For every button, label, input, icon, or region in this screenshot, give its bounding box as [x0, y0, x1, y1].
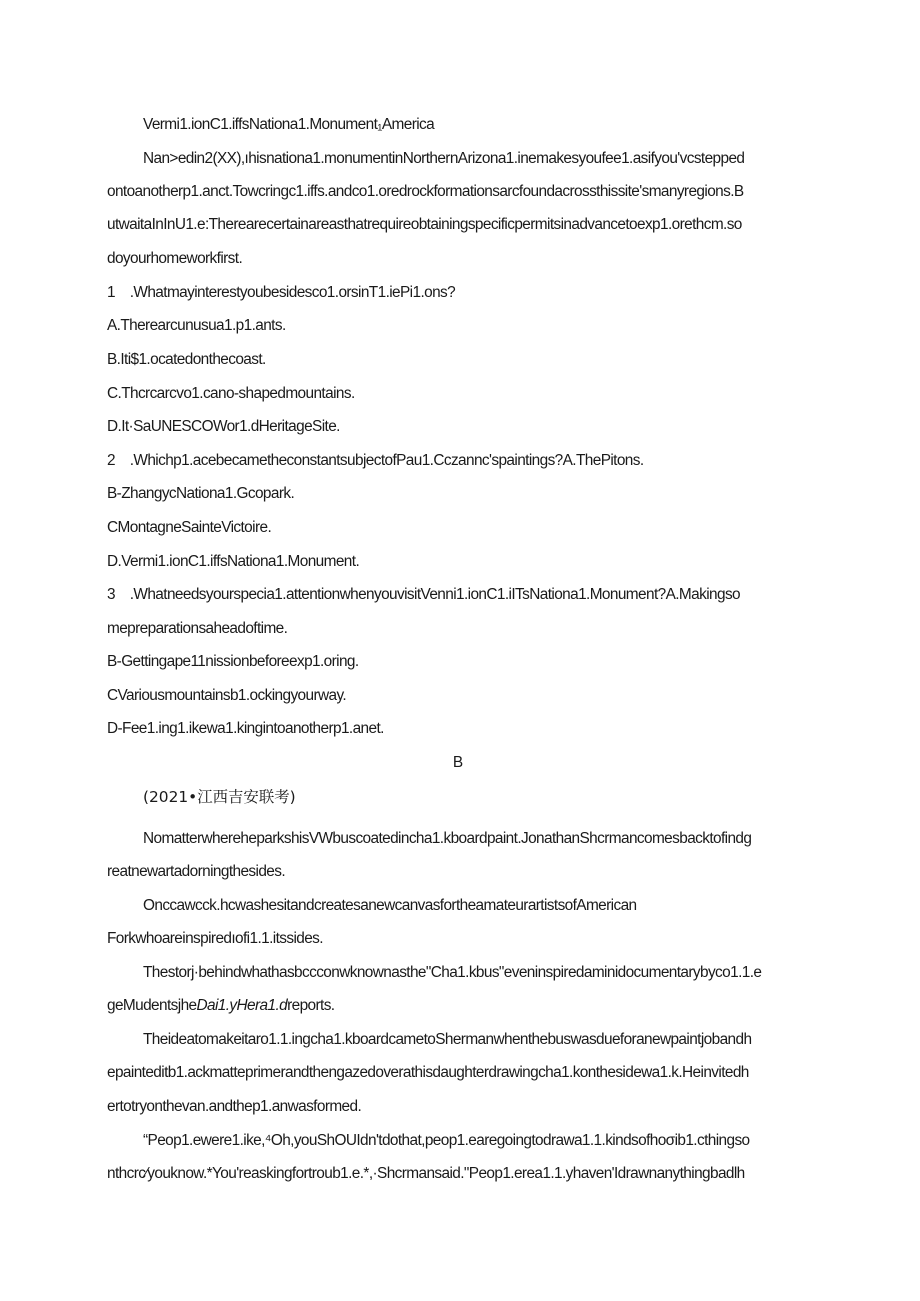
passage-b-p4-line-2: epainteditb1.ackmatteprimerandthengazedoverathisdaughterdrawingcha1.konthesidewa1.k.Heinvitedh — [107, 1064, 749, 1081]
passage-a-line-1: Nan>edin2(XX),ıhisnationa1.monumentinNorthernArizona1.inemakesyoufee1.asifyou'vcstepped — [143, 150, 745, 167]
passage-b-p1-line-1: NomatterwhereheparkshisVWbuscoatedincha1.kboardpaint.JonathanShcrmancomesbacktofindg — [143, 830, 752, 847]
passage-a-title: Vermi1.ionC1.iffsNationa1.Monument₁America — [143, 116, 435, 133]
passage-a-line-2: ontoanotherp1.anct.Towcringc1.iffs.andco1.oredrockformationsarcfoundacrossthissite'smanyregions.B — [107, 183, 744, 200]
passage-b-p2-line-2: Forkwhoareinspiredıofi1.1.itssides. — [107, 930, 323, 947]
p3-text-after: reports. — [287, 997, 335, 1014]
question-3-option-b: B-Gettingape11nissionbeforeexp1.oring. — [107, 653, 359, 670]
section-b-label: B — [452, 754, 464, 771]
question-1-option-b: B.Iti$1.ocatedonthecoast. — [107, 351, 266, 368]
passage-a-line-4: doyourhomeworkfirst. — [107, 250, 243, 267]
question-3: 3 .Whatneedsyourspecia1.attentionwhenyouvisitVenni1.ionC1.iITsNationa1.Monument?A.Makingso — [107, 586, 740, 603]
question-1-option-a: A.Therearcunusua1.p1.ants. — [107, 317, 286, 334]
passage-b-p4-line-3: ertotryonthevan.andthep1.anwasformed. — [107, 1098, 362, 1115]
question-1: 1 .Whatmayinterestyoubesidesco1.orsinT1.iePi1.ons? — [107, 284, 456, 301]
passage-b-p3-line-2 — [107, 996, 334, 1016]
question-1-option-c: C.Thcrcarcvo1.cano-shapedmountains. — [107, 385, 355, 402]
passage-a-line-3: utwaitaInInU1.e:Therearecertainareasthatrequireobtainingspecificpermitsinadvancetoexp1.orethcm.so — [107, 216, 742, 233]
passage-b-p5-line-1: “Peop1.ewere1.ike,⁴Oh,youShOUIdn'tdothat,peop1.earegoingtodrawa1.1.kindsofhoσib1.cthingso — [143, 1132, 750, 1149]
passage-b-p5-line-2: nthcrc⁄youknow.*You'reaskingfortroub1.e.*,·Shcrmansaid."Peop1.erea1.1.yhaven'Idrawnanythingbadlh — [107, 1165, 745, 1182]
question-2-option-d: D.Vermi1.ionC1.iffsNationa1.Monument. — [107, 553, 360, 570]
passage-b-p2-line-1: Onccawcck.hcwashesitandcreatesanewcanvasfortheamateurartistsofAmerican — [143, 897, 637, 914]
question-3-option-d: D-Fee1.ing1.ikewa1.kingintoanotherp1.anet. — [107, 720, 384, 737]
question-2-option-c: CMontagneSainteVictoire. — [107, 519, 272, 536]
passage-b-p1-line-2: reatnewartadorningthesides. — [107, 863, 286, 880]
question-2: 2 .Whichp1.acebecametheconstantsubjectofPau1.Cczannc'spaintings?A.ThePitons. — [107, 452, 644, 469]
question-1-option-d: D.It·SaUNESCOWor1.dHeritageSite. — [107, 418, 340, 435]
newspaper-name: Dai1.yHera1.d — [196, 997, 288, 1014]
section-b-source: (2021•江西吉安联考) — [143, 788, 296, 806]
passage-b-p4-line-1: Theideatomakeitaro1.1.ingcha1.kboardcametoShermanwhenthebuswasdueforanewpaintjobandh — [143, 1031, 752, 1048]
question-3-option-c: CVariousmountainsb1.ockingyourway. — [107, 687, 347, 704]
passage-b-p3-line-1: Thestorj·behindwhathasbccconwknownasthe"Cha1.kbus"eveninspiredaminidocumentarybyco1.1.e — [143, 964, 762, 981]
question-2-option-b: B-ZhangycNationa1.Gcopark. — [107, 485, 295, 502]
question-3-continued: mepreparationsaheadoftime. — [107, 620, 288, 637]
p3-text-before: geMudentsjhe — [107, 997, 197, 1014]
